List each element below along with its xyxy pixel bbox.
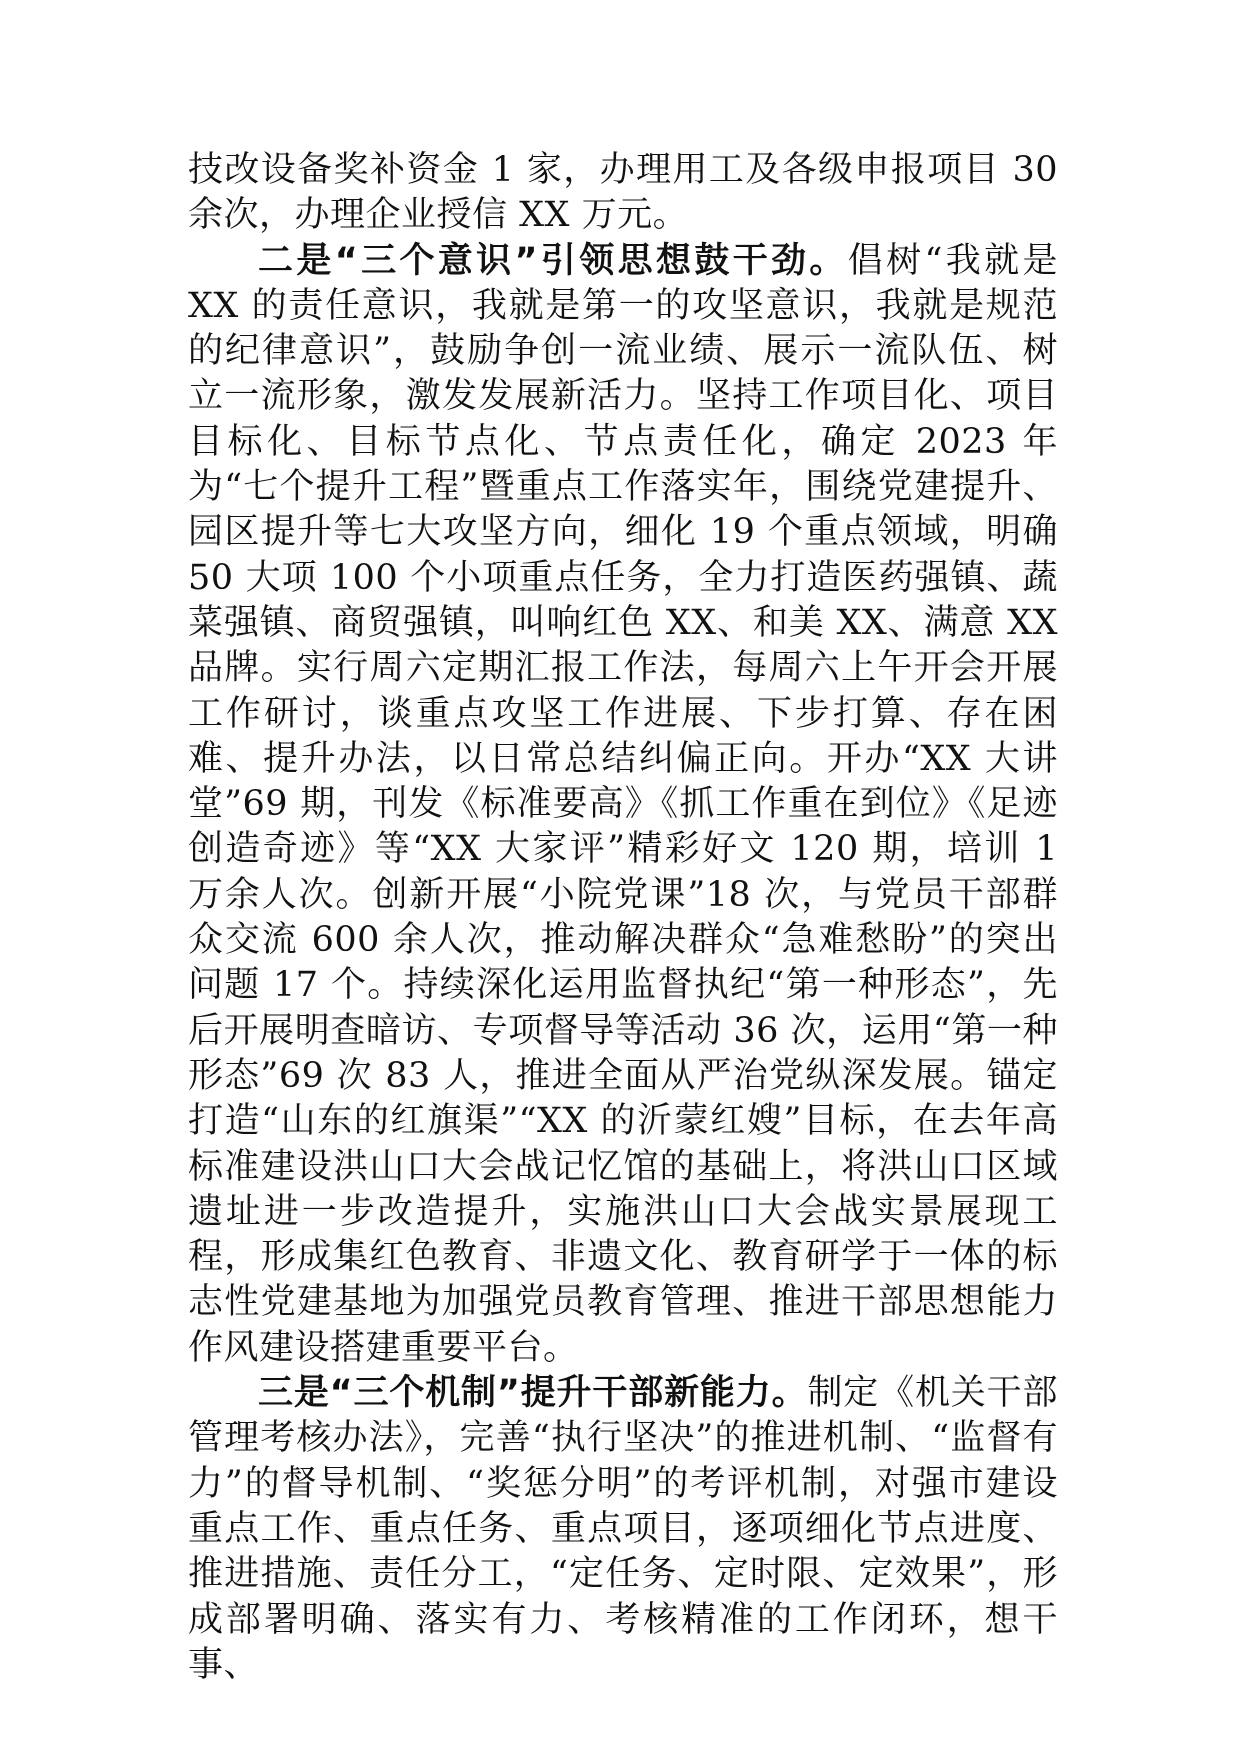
paragraph-3-lead: 三是“三个机制”提升干部新能力。 [258, 1373, 808, 1414]
paragraph-3-text: 制定《机关干部管理考核办法》，完善“执行坚决”的推进机制、“监督有力”的督导机制、“奖惩分明”的考评机制，对强市建设重点工作、重点任务、重点项目，逐项细化节点进度、推进措施、责任分工，“定任务、定时限、定效果”，形成部署明确、落实有力、考核精准的工作闭环，想干事、 [188, 1373, 1058, 1685]
body-text [188, 148, 1058, 1688]
paragraph-1-text: 技改设备奖补资金 1 家，办理用工及各级申报项目 30 余次，办理企业授信 XX 万元。 [188, 150, 1058, 236]
paragraph-1 [188, 148, 1058, 239]
paragraph-2-lead: 二是“三个意识”引领思想鼓干劲。 [258, 240, 848, 281]
paragraph-3 [188, 1371, 1058, 1688]
paragraph-2-text: 倡树“我就是 XX 的责任意识，我就是第一的攻坚意识，我就是规范的纪律意识”，鼓励争创一流业绩、展示一流队伍、树立一流形象，激发发展新活力。坚持工作项目化、项目目标化、目标节点化、节点责任化，确定 2023 年为“七个提升工程”暨重点工作落实年，围绕党建提升、园区提升等七大攻坚方向，细化 19 个重点领域，明确 50 大项 100 个小项重点任务，全力打造医药强镇、蔬菜强镇、商贸强镇，叫响红色 XX、和美 XX、满意 XX 品牌。实行周六定期汇报工作法，每周六上午开会开展工作研讨，谈重点攻坚工作进展、下步打算、存在困难、提升办法，以日常总结纠偏正向。开办“XX 大讲堂”69 期，刊发《标准要高》《抓工作重在到位》《足迹创造奇迹》等“XX 大家评”精彩好文 120 期，培训 1 万余人次。创新开展“小院党课”18 次，与党员干部群众交流 600 余人次，推动解决群众“急难愁盼”的突出问题 17 个。持续深化运用监督执纪“第一种形态”，先后开展明查暗访、专项督导等活动 36 次，运用“第一种形态”69 次 83 人，推进全面从严治党纵深发展。锚定打造“山东的红旗渠”“XX 的沂蒙红嫂”目标，在去年高标准建设洪山口大会战记忆馆的基础上，将洪山口区域遗址进一步改造提升，实施洪山口大会战实景展现工程，形成集红色教育、非遗文化、教育研学于一体的标志性党建基地为加强党员教育管理、推进干部思想能力作风建设搭建重要平台。 [188, 240, 1058, 1368]
paragraph-2 [188, 239, 1058, 1371]
